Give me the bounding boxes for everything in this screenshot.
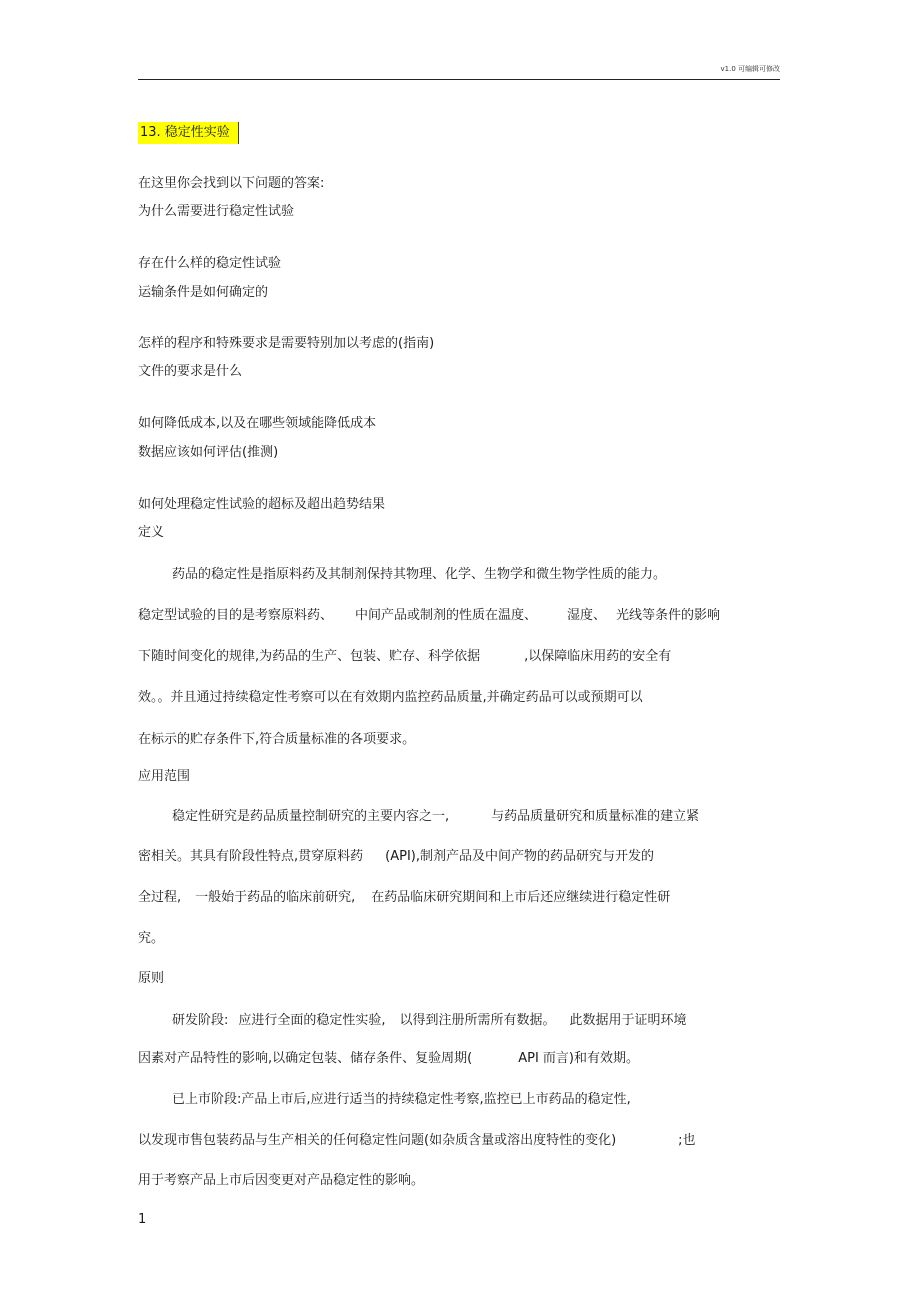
- scope-line-2-a: 密相关。其具有阶段性特点,贯穿原料药: [138, 849, 364, 864]
- question-5: 文件的要求是什么: [138, 364, 243, 379]
- principle-line-5: 用于考察产品上市后因变更对产品稳定性的影响。: [138, 1173, 425, 1188]
- question-8: 如何处理稳定性试验的超标及超出趋势结果: [138, 497, 386, 512]
- principle-line-2: [138, 1050, 639, 1068]
- definition-line-2-d: 光线等条件的影响: [616, 608, 721, 623]
- principle-line-1-b: 应进行全面的稳定性实验,: [238, 1013, 386, 1028]
- question-1: 为什么需要进行稳定性试验: [138, 204, 295, 219]
- scope-line-1: [172, 808, 699, 826]
- question-3: 运输条件是如何确定的: [138, 285, 269, 300]
- scope-line-3: [138, 889, 670, 907]
- scope-line-1-a: 稳定性研究是药品质量控制研究的主要内容之一,: [172, 809, 450, 824]
- definition-heading: 定义: [138, 525, 165, 540]
- section-title: 13. 稳定性实验: [138, 122, 239, 144]
- scope-heading: 应用范围: [138, 769, 191, 784]
- principle-line-2-b: API 而言)和有效期。: [518, 1051, 639, 1066]
- definition-line-1: 药品的稳定性是指原料药及其制剂保持其物理、化学、生物学和微生物学性质的能力。: [172, 567, 667, 582]
- scope-line-3-b: 一般始于药品的临床前研究,: [195, 890, 356, 905]
- question-6: 如何降低成本,以及在哪些领域能降低成本: [138, 416, 377, 431]
- question-4: 怎样的程序和特殊要求是需要特别加以考虑的(指南): [138, 336, 435, 351]
- definition-line-4: 效。。并且通过持续稳定性考察可以在有效期内监控药品质量,并确定药品可以或预期可以: [138, 690, 643, 705]
- principle-line-1: [172, 1012, 687, 1030]
- definition-line-3-b: ,以保障临床用药的安全有: [524, 649, 672, 664]
- definition-line-2: [138, 607, 720, 625]
- definition-line-3-a: 下随时间变化的规律,为药品的生产、包装、贮存、科学依据: [138, 649, 481, 664]
- principle-line-1-a: 研发阶段:: [172, 1013, 229, 1028]
- principle-line-1-d: 此数据用于证明环境: [569, 1013, 687, 1028]
- scope-line-4: 究。: [138, 931, 165, 946]
- definition-line-2-a: 稳定型试验的目的是考察原料药、: [138, 608, 334, 623]
- definition-line-5: 在标示的贮存条件下,符合质量标准的各项要求。: [138, 732, 416, 747]
- principle-line-4-b: ;也: [678, 1133, 696, 1148]
- principle-line-4-a: 以发现市售包装药品与生产相关的任何稳定性问题(如杂质含量或溶出度特性的变化): [138, 1133, 617, 1148]
- principle-line-1-c: 以得到注册所需所有数据。: [399, 1013, 556, 1028]
- principle-line-4: [138, 1132, 696, 1150]
- principle-line-2-a: 因素对产品特性的影响,以确定包装、储存条件、复验周期(: [138, 1051, 473, 1066]
- scope-line-3-c: 在药品临床研究期间和上市后还应继续进行稳定性研: [371, 890, 671, 905]
- scope-line-3-a: 全过程,: [138, 890, 182, 905]
- page-number: 1: [138, 1212, 147, 1227]
- scope-line-1-b: 与药品质量研究和质量标准的建立紧: [491, 809, 700, 824]
- question-7: 数据应该如何评估(推测): [138, 445, 279, 460]
- definition-line-2-c: 湿度、: [567, 608, 607, 623]
- question-2: 存在什么样的稳定性试验: [138, 256, 282, 271]
- header-divider: [138, 79, 780, 80]
- principle-line-3: 已上市阶段:产品上市后,应进行适当的持续稳定性考察,监控已上市药品的稳定性,: [172, 1092, 631, 1107]
- definition-line-2-b: 中间产品或制剂的性质在温度、: [355, 608, 538, 623]
- scope-line-2-b: (API),制剂产品及中间产物的药品研究与开发的: [385, 849, 654, 864]
- definition-line-3: [138, 648, 671, 666]
- version-tag: v1.0 可编辑可修改: [720, 65, 780, 73]
- principle-heading: 原则: [138, 971, 165, 986]
- scope-line-2: [138, 848, 654, 866]
- questions-intro: 在这里你会找到以下问题的答案:: [138, 176, 325, 191]
